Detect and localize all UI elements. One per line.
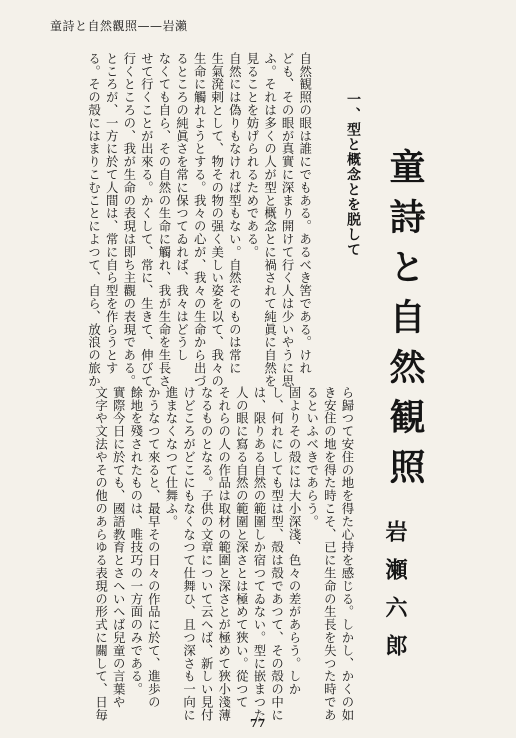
text-line: なるものとなる。子供の文章について云へば、新しい見付 [199,386,215,722]
text-line: 固よりその殻には大小深淺、色々の差があらう。しか [287,386,303,696]
text-line: 自然観照の眼は誰にでもある。あるべき筈である。けれ [297,52,313,375]
text-line: なくても自ら、その自然の生命に觸れ、我が生命を生長さ [156,52,172,388]
text-line: は、限りある自然の範圍しか宿つてゐない。型に嵌まつた [251,386,267,722]
author-name: 岩瀬六郎 [382,520,408,672]
text-line: 實際今日に於ても、國語教育とさへいへば兒童の言葉や [111,386,127,709]
text-line: る。その殻にはまりこむことによつて、自ら、放浪の旅か [86,52,102,388]
text-line: 人の眼に寫る自然の範圍と深さとは極めて狹い。從つて [234,386,250,709]
text-line: るところの純眞さを常に保つてゐれば、我々はどうし [174,52,190,362]
text-line: それらの人の作品は取材の範圍と深さとが極めて狹小淺薄 [216,386,232,722]
text-line: 自然には偽りもなければ型もない。自然そのものは常に [227,52,243,375]
text-line: 見ることを妨げられるためである。 [244,52,260,259]
text-line: ふ。それは多くの人が型と概念とに禍されて純眞に自然を [262,52,278,388]
text-line: し、何れにしても型は型、殻は殻であつて、その殻の中に [269,386,285,722]
article-title: 童詩と自然観照 [384,148,426,498]
body-lower [92,386,356,721]
section-heading: 一、型と概念とを脱して [345,92,361,257]
page-number: 77 [250,717,266,730]
text-line: るといふべきであらう。 [304,386,320,528]
text-line: ら歸つて安住の地を得た心持を感じる。しかし、かくの如 [339,386,355,722]
body-upper [85,52,314,387]
text-line: ども、その眼が真實に深まり開けて行く人は少いやうに思 [280,52,296,388]
text-line: 生氣溌剌として、物その物の强く美しい姿を以て、我々の [209,52,225,388]
text-line: けどころがどこにもなくなつて仕舞ひ、且つ深さも一向に [181,386,197,722]
text-line: 餘地を殘されたものは、唯技巧の一方面のみである。 [128,386,144,696]
text-line: ところが、一方に於て人間は、常に自ら型を作らうとす [104,52,120,375]
text-line: 文字や文法やその他のあらゆる表現の形式に關して、日毎 [93,386,109,722]
text-line: 進まなくなつて仕舞ふ。 [163,386,179,528]
text-line: 行くところの、我が生命の表現は即ち主觀の表現である。 [121,52,137,388]
text-line: せて行くことが出來る。かくして、常に、生きて、伸びて [139,52,155,388]
text-line: かうなつて來ると、最早その日々の作品に於て、進歩の [146,386,162,709]
running-head: 童詩と自然觀照——岩瀨 [50,19,188,33]
text-line: 生命に觸れようとする。我々の心が、我々の生命から出づ [192,52,208,388]
text-line: き安住の地を得た時こそ、已に生命の生長を失つた時であ [322,386,338,722]
